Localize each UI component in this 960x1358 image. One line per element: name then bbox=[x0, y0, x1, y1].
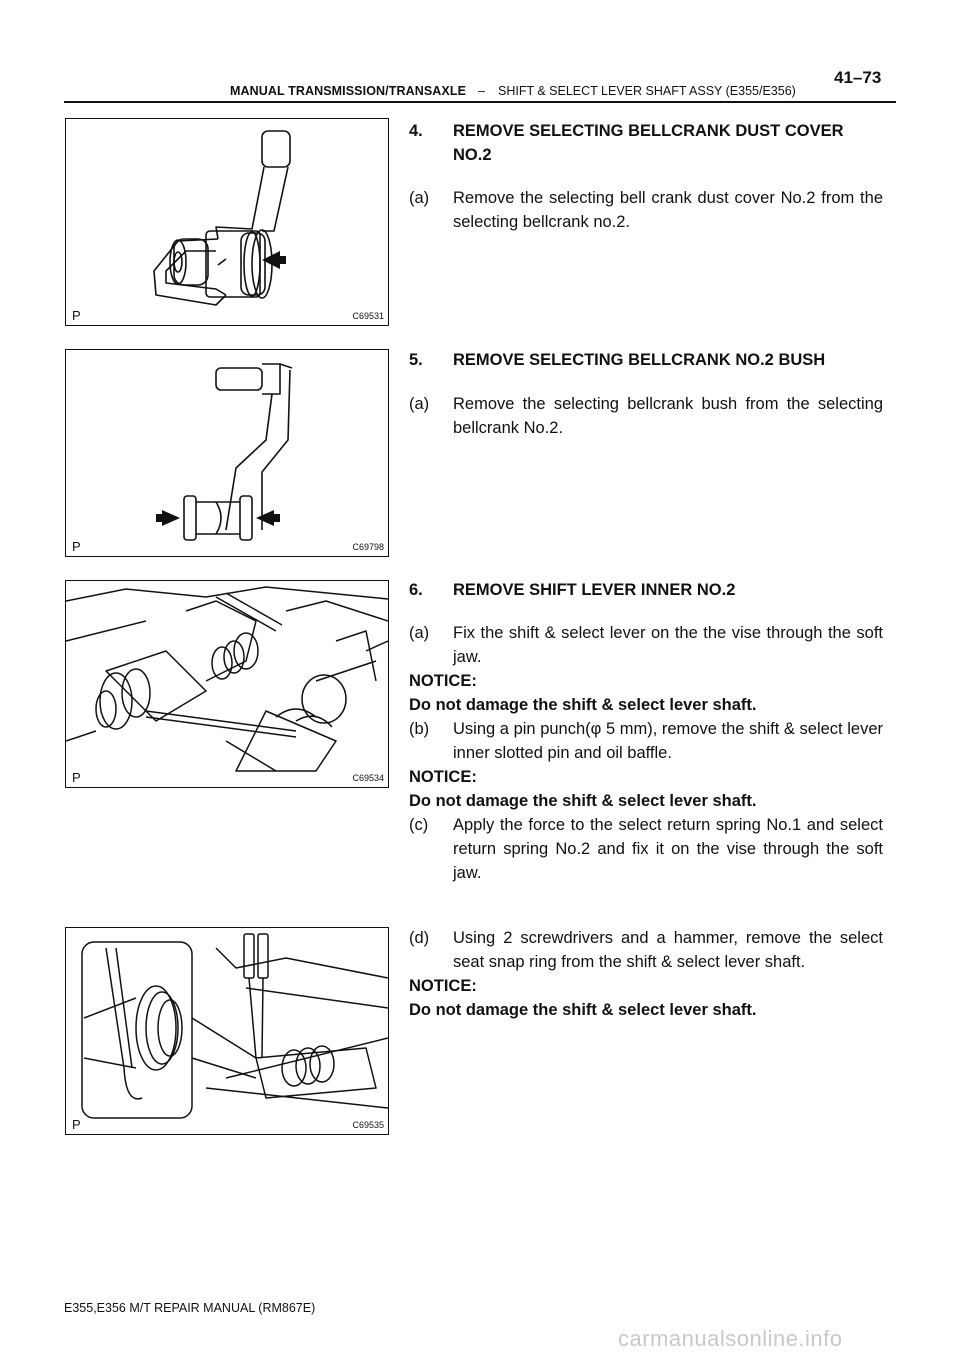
header-separator: – bbox=[478, 84, 485, 98]
substep-label: (b) bbox=[409, 720, 430, 738]
watermark: carmanualsonline.info bbox=[618, 1326, 843, 1351]
step-title: REMOVE SHIFT LEVER INNER NO.2 bbox=[453, 581, 736, 599]
bellcrank-dust-cover-illustration bbox=[66, 119, 388, 325]
figure-code: C69534 bbox=[352, 773, 384, 783]
page-number: 41–73 bbox=[834, 68, 882, 87]
substep-label: (d) bbox=[409, 929, 430, 947]
substep-label: (c) bbox=[409, 816, 429, 834]
step-title-continued: NO.2 bbox=[453, 146, 492, 164]
figure-code: C69535 bbox=[352, 1120, 384, 1130]
substep-text: Remove the selecting bellcrank bush from the selecting bellcrank No.2. bbox=[453, 395, 883, 437]
figure-p-mark: P bbox=[72, 770, 81, 785]
step-6 bbox=[409, 579, 883, 1019]
notice-label: NOTICE: bbox=[409, 672, 477, 690]
header-rule bbox=[64, 101, 896, 103]
step-title: REMOVE SELECTING BELLCRANK NO.2 BUSH bbox=[453, 351, 826, 369]
figure-p-mark: P bbox=[72, 1117, 81, 1132]
substep-text: Using 2 screwdrivers and a hammer, remove the select seat snap ring from the shift & select lever shaft. bbox=[453, 929, 883, 971]
snap-ring-illustration bbox=[66, 928, 388, 1134]
substep-text: Remove the selecting bell crank dust cover No.2 from the selecting bellcrank no.2. bbox=[453, 189, 883, 231]
substep-label: (a) bbox=[409, 189, 430, 207]
notice-label: NOTICE: bbox=[409, 768, 477, 786]
substep-text: Apply the force to the select return spring No.1 and select return spring No.2 and fix it on the vise through the soft jaw. bbox=[453, 816, 883, 882]
figure-code: C69531 bbox=[352, 311, 384, 321]
figure-pin-punch bbox=[65, 580, 389, 788]
bellcrank-bush-illustration bbox=[66, 350, 388, 556]
step-number: 6. bbox=[409, 581, 423, 599]
substep-text: Using a pin punch(φ 5 mm), remove the shift & select lever inner slotted pin and oil baffle. bbox=[453, 720, 883, 762]
figure-bellcrank-bush bbox=[65, 349, 389, 557]
substep-text: Fix the shift & select lever on the the vise through the soft jaw. bbox=[453, 624, 883, 666]
footer-manual-title: E355,E356 M/T REPAIR MANUAL (RM867E) bbox=[64, 1301, 316, 1315]
figure-code: C69798 bbox=[352, 542, 384, 552]
substep-label: (a) bbox=[409, 624, 430, 642]
step-number: 5. bbox=[409, 351, 423, 369]
notice-text: Do not damage the shift & select lever shaft. bbox=[409, 1001, 757, 1019]
notice-label: NOTICE: bbox=[409, 977, 477, 995]
notice-text: Do not damage the shift & select lever shaft. bbox=[409, 696, 757, 714]
step-5 bbox=[409, 349, 883, 449]
step-title: REMOVE SELECTING BELLCRANK DUST COVER bbox=[453, 122, 844, 140]
step-number: 4. bbox=[409, 122, 423, 140]
substep-label: (a) bbox=[409, 395, 430, 413]
figure-bellcrank-dust-cover bbox=[65, 118, 389, 326]
figure-p-mark: P bbox=[72, 539, 81, 554]
header-subsection: SHIFT & SELECT LEVER SHAFT ASSY (E355/E356) bbox=[498, 84, 796, 98]
pin-punch-illustration bbox=[66, 581, 388, 787]
figure-snap-ring-removal bbox=[65, 927, 389, 1135]
step-4 bbox=[409, 120, 883, 240]
figure-p-mark: P bbox=[72, 308, 81, 323]
header-section: MANUAL TRANSMISSION/TRANSAXLE bbox=[230, 84, 467, 98]
notice-text: Do not damage the shift & select lever shaft. bbox=[409, 792, 757, 810]
